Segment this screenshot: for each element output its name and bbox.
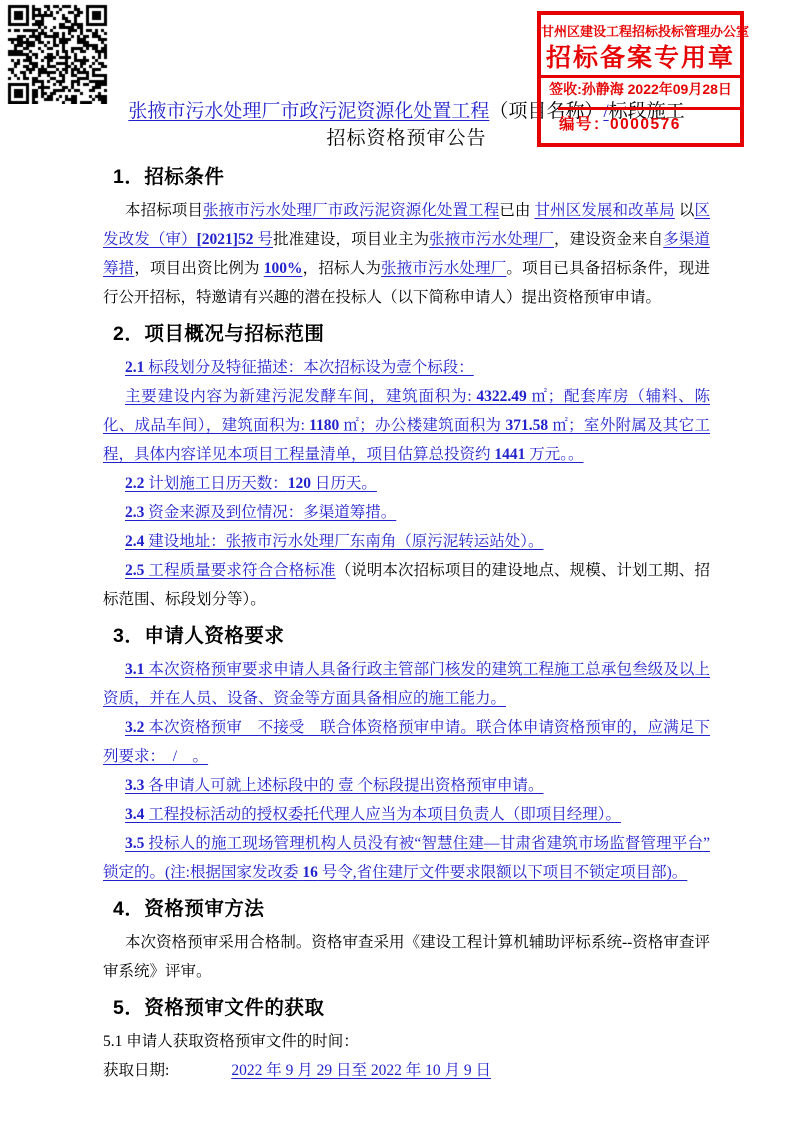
- document-body: [103, 98, 710, 1085]
- paragraph: [103, 556, 710, 614]
- paragraph: [103, 829, 710, 887]
- underlined-field: 日历天。: [311, 475, 377, 492]
- section-heading: 5．资格预审文件的获取: [113, 997, 325, 1019]
- underlined-field: 工程投标活动的授权委托代理人应当为本项目负责人（即项目经理）。: [148, 806, 622, 823]
- paragraph: [103, 196, 710, 312]
- underlined-field: 万元。。: [525, 446, 584, 463]
- paragraph: [103, 382, 710, 469]
- underlined-field: /: [603, 101, 609, 122]
- paragraph: [103, 928, 710, 986]
- paragraph: [103, 771, 710, 800]
- underlined-field: 本次资格预审 不接受 联合体资格预审申请。联合体申请资格预审的，应满足下列要求： / 。: [103, 719, 710, 765]
- text-run: （说明本次招标项目的建设地点、规模、计划工期、招标范围、标段划分等）。: [103, 562, 710, 608]
- underlined-field: 3.4: [125, 806, 149, 823]
- underlined-field: 张掖市污水处理厂市政污泥资源化处置工程: [202, 202, 500, 219]
- stamp-sign-line: 签收:孙静海 2022年09月28日: [549, 81, 732, 97]
- underlined-field: 1180: [309, 417, 340, 434]
- paragraph: [103, 498, 710, 527]
- underlined-field: 1441: [494, 446, 526, 463]
- text-run: ，建设资金来自: [553, 231, 664, 248]
- underlined-field: 号令,省住建厅文件要求限额以下项目不锁定项目部)。: [317, 864, 688, 881]
- underlined-field: 投标人的施工现场管理机构人员没有被“智慧住建—甘肃省建筑市场监督管理平台”锁定的。(注:根据国家发改委: [103, 835, 711, 881]
- underlined-field: ㎡；配套库房（辅料、陈化、成品车间），建筑面积为:: [103, 388, 710, 434]
- text-run: 以: [674, 202, 695, 219]
- underlined-field: 主要建设内容为新建污泥发酵车间，建筑面积为:: [125, 388, 477, 405]
- underlined-field: 100%: [263, 260, 303, 277]
- underlined-field: 甘州区发展和改革局: [534, 202, 675, 219]
- underlined-field: 计划施工日历天数：: [148, 475, 288, 492]
- underlined-field: 2022 年 9 月 29 日至 2022 年 10 月 9 日: [231, 1062, 491, 1079]
- underlined-field: 张掖市污水处理厂: [429, 231, 554, 248]
- underlined-field: 3.3: [125, 777, 149, 794]
- underlined-field: 张掖市污水处理厂市政污泥资源化处置工程: [128, 101, 490, 122]
- section-heading: 3．申请人资格要求: [113, 625, 285, 647]
- underlined-field: 号: [253, 231, 274, 248]
- text-run: 本次资格预审采用合格制。资格审查采用《建设工程计算机辅助评标系统--资格审查评审系统》评审。: [103, 934, 710, 980]
- text-run: 获取日期:: [103, 1062, 232, 1079]
- paragraph: [103, 800, 710, 829]
- underlined-field: 2.4: [125, 533, 149, 550]
- underlined-field: 3.1: [125, 661, 149, 678]
- underlined-field: 本次资格预审要求申请人具备行政主管部门核发的建筑工程施工总承包叁级及以上资质，并在人员、设备、资金等方面具备相应的施工能力。: [103, 661, 710, 707]
- text-run: 批准建设，项目业主为: [273, 231, 430, 248]
- text-run: （项目名称）: [489, 101, 604, 122]
- registration-stamp: [537, 11, 750, 147]
- text-run: 5.1 申请人获取资格预审文件的时间：: [103, 1033, 359, 1050]
- underlined-field: 2.5: [125, 562, 149, 579]
- underlined-field: 371.58: [505, 417, 549, 434]
- text-run: 本招标项目: [125, 202, 203, 219]
- section-heading: 2．项目概况与招标范围: [113, 323, 325, 345]
- stamp-title: 招标备案专用章: [545, 44, 735, 72]
- underlined-field: 2.2: [125, 475, 149, 492]
- document-blocks: [103, 164, 710, 1085]
- paragraph: [103, 527, 710, 556]
- section-heading: 4．资格预审方法: [113, 898, 265, 920]
- underlined-field: 工程质量要求符合合格标准: [148, 562, 336, 579]
- paragraph: [103, 655, 710, 713]
- underlined-field: 各申请人可就上述标段中的 壹 个标段提出资格预审申请。: [148, 777, 544, 794]
- text-run: 标段施工: [608, 101, 685, 122]
- stamp-office-name: 甘州区建设工程招标投标管理办公室: [541, 24, 750, 39]
- underlined-field: 3.5: [125, 835, 149, 852]
- paragraph: [103, 1056, 710, 1085]
- underlined-field: 资金来源及到位情况：多渠道筹措。: [148, 504, 397, 521]
- underlined-field: 多渠道筹措: [103, 231, 710, 277]
- text-run: ，项目出资比例为: [134, 260, 264, 277]
- underlined-field: 张掖市污水处理厂: [381, 260, 507, 277]
- stamp-number: 编号：0000576: [559, 116, 681, 133]
- underlined-field: 标段划分及特征描述：本次招标设为壹个标段：: [148, 359, 474, 376]
- underlined-field: 区发改发（审）: [103, 202, 710, 248]
- paragraph: [103, 353, 710, 382]
- title-line-2: 招标资格预审公告: [326, 128, 487, 149]
- paragraph: [103, 713, 710, 771]
- underlined-field: 4322.49: [476, 388, 527, 405]
- underlined-field: 2.3: [125, 504, 149, 521]
- underlined-field: 120: [287, 475, 312, 492]
- paragraph: [103, 1027, 710, 1056]
- underlined-field: [2021]52: [196, 231, 254, 248]
- underlined-field: ㎡；室外附属及其它工程，具体内容详见本项目工程量清单，项目估算总投资约: [103, 417, 710, 463]
- underlined-field: 16: [302, 864, 318, 881]
- stamp-divider-top: [541, 75, 740, 78]
- underlined-field: ㎡；办公楼建筑面积为: [339, 417, 506, 434]
- underlined-field: 2.1: [125, 359, 149, 376]
- text-run: 已由: [499, 202, 535, 219]
- section-heading: 1．招标条件: [113, 166, 225, 188]
- stamp-divider-bottom: [558, 107, 740, 110]
- qr-code-icon: [6, 4, 108, 104]
- text-run: 。项目已具备招标条件，现进行公开招标，特邀请有兴趣的潜在投标人（以下简称申请人）提出资格预审申请。: [103, 260, 710, 306]
- text-run: ，招标人为: [302, 260, 382, 277]
- underlined-field: 3.2: [125, 719, 149, 736]
- paragraph: [103, 469, 710, 498]
- underlined-field: 建设地址：张掖市污水处理厂东南角（原污泥转运站处）。: [148, 533, 544, 550]
